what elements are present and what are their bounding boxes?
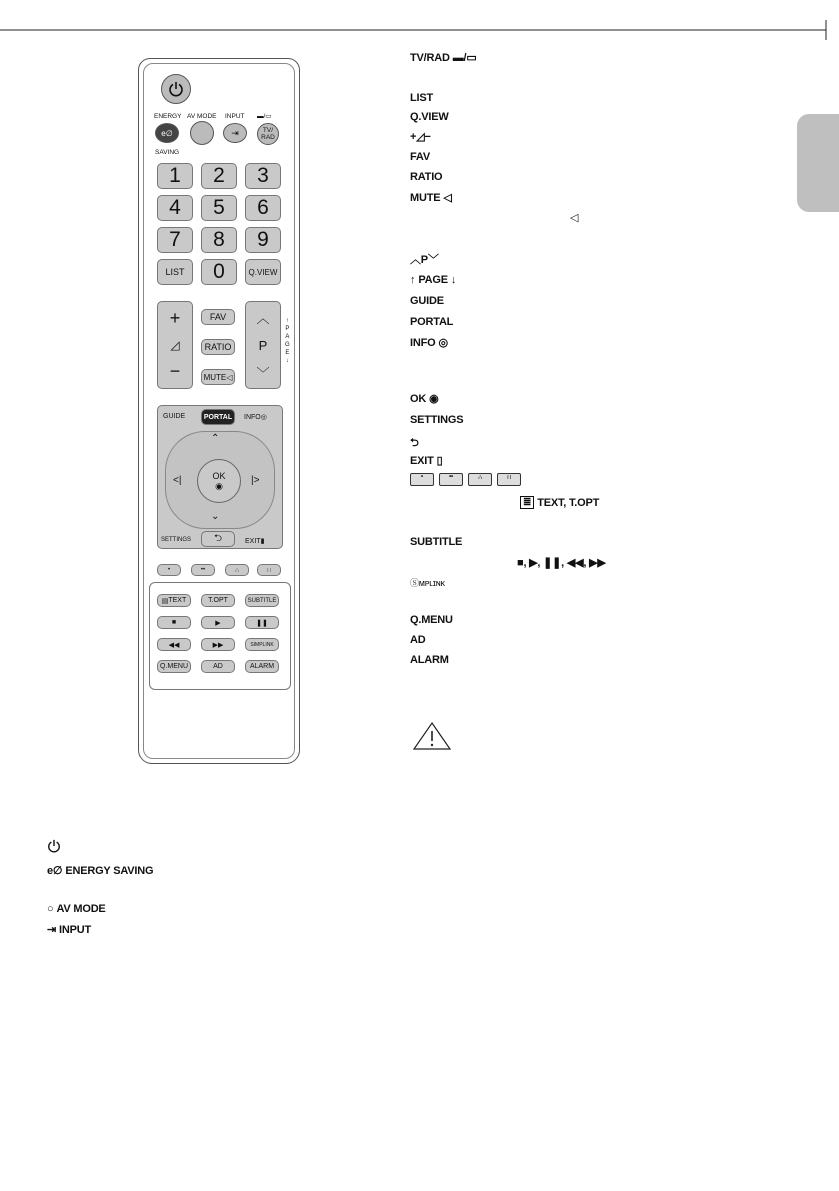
color-key-icon-2: •• bbox=[439, 473, 463, 486]
color-key-icon-3: ∴ bbox=[468, 473, 492, 486]
key-ratio: RATIO bbox=[410, 171, 443, 183]
key-exit: EXIT ▯ bbox=[410, 454, 443, 467]
channel-up-icon: ︿ bbox=[256, 311, 270, 326]
up-arrow-icon[interactable]: ⌃ bbox=[211, 433, 220, 444]
language-tab bbox=[797, 114, 839, 212]
num-1-button[interactable]: 1 bbox=[157, 163, 193, 189]
subtitle-button[interactable]: SUBTITLE bbox=[245, 594, 279, 607]
key-settings: SETTINGS bbox=[410, 414, 464, 426]
right-arrow-icon[interactable]: |> bbox=[251, 475, 260, 486]
mute-icon: ◁ bbox=[443, 192, 452, 204]
ok-button[interactable]: OK ◉ bbox=[197, 459, 241, 503]
topt-button[interactable]: T.OPT bbox=[201, 594, 235, 607]
key-subtitle: SUBTITLE bbox=[410, 536, 463, 548]
volume-up-symbol: + bbox=[169, 308, 181, 328]
key-info: INFO ◎ bbox=[410, 336, 448, 349]
key-tvrad: TV/RAD ▬/▭ bbox=[410, 51, 477, 64]
key-av-mode: ○ AV MODE bbox=[47, 903, 106, 915]
key-qview: Q.VIEW bbox=[410, 111, 449, 123]
key-ad: AD bbox=[410, 634, 426, 646]
settings-button[interactable]: SETTINGS bbox=[161, 537, 192, 543]
color-key-icon-1: • bbox=[410, 473, 434, 486]
key-energy-saving: e∅ ENERGY SAVING bbox=[47, 864, 154, 877]
tv-rad-button[interactable]: TV/ RAD bbox=[257, 123, 279, 145]
back-button[interactable]: ⮌ bbox=[201, 531, 235, 547]
av-mode-icon: ○ bbox=[47, 903, 54, 915]
channel-down-icon: ﹀ bbox=[256, 366, 270, 381]
back-icon: ⮌ bbox=[410, 437, 419, 449]
mute-icon-inline: ◁ bbox=[570, 212, 579, 224]
key-qmenu: Q.MENU bbox=[410, 614, 453, 626]
key-mute: MUTE ◁ bbox=[410, 191, 452, 204]
tvrad-label-icon: ▬/▭ bbox=[257, 113, 272, 120]
page-side-label: ↑ P A G E ↓ bbox=[285, 318, 290, 364]
key-guide: GUIDE bbox=[410, 295, 444, 307]
fastforward-button[interactable]: ▶▶ bbox=[201, 638, 235, 651]
energy-saving-icon: e∅ bbox=[47, 865, 63, 877]
key-power bbox=[47, 839, 61, 853]
text-icon: ≣ bbox=[520, 496, 534, 509]
power-button[interactable] bbox=[161, 74, 191, 104]
volume-down-symbol: − bbox=[169, 361, 181, 381]
num-9-button[interactable]: 9 bbox=[245, 227, 281, 253]
input-icon: ⇥ bbox=[47, 924, 57, 936]
energy-label: ENERGY bbox=[154, 113, 182, 120]
key-input: ⇥ INPUT bbox=[47, 923, 92, 936]
key-list: LIST bbox=[410, 92, 434, 104]
caution-icon bbox=[412, 721, 452, 751]
portal-button[interactable]: PORTAL bbox=[201, 409, 235, 425]
color-key-icon-4: ∷ bbox=[497, 473, 521, 486]
color-button-3[interactable]: ∴ bbox=[225, 564, 249, 576]
num-6-button[interactable]: 6 bbox=[245, 195, 281, 221]
stop-button[interactable]: ■ bbox=[157, 616, 191, 629]
playback-icons: ■, ▶, ❚❚, ◀◀, ▶▶ bbox=[517, 557, 606, 569]
color-button-2[interactable]: •• bbox=[191, 564, 215, 576]
play-button[interactable]: ▶ bbox=[201, 616, 235, 629]
mute-icon: ◁ bbox=[226, 372, 233, 382]
num-2-button[interactable]: 2 bbox=[201, 163, 237, 189]
saving-label: SAVING bbox=[155, 149, 180, 156]
key-alarm: ALARM bbox=[410, 654, 449, 666]
num-3-button[interactable]: 3 bbox=[245, 163, 281, 189]
ad-button[interactable]: AD bbox=[201, 660, 235, 673]
key-ok: OK ◉ bbox=[410, 392, 439, 405]
left-arrow-icon[interactable]: <| bbox=[173, 475, 182, 486]
key-simplink bbox=[410, 576, 445, 589]
key-program bbox=[410, 251, 439, 267]
key-playback-icons bbox=[517, 556, 606, 569]
simplink-logo-icon: Ⓢᴍᴘʟɪɴᴋ bbox=[410, 578, 445, 588]
down-arrow-icon[interactable]: ⌄ bbox=[211, 511, 220, 522]
num-0-button[interactable]: 0 bbox=[201, 259, 237, 285]
qview-button[interactable]: Q.VIEW bbox=[245, 259, 281, 285]
key-page: ↑ PAGE ↓ bbox=[410, 274, 457, 286]
num-5-button[interactable]: 5 bbox=[201, 195, 237, 221]
guide-button[interactable]: GUIDE bbox=[163, 413, 186, 420]
volume-rocker[interactable] bbox=[157, 301, 193, 389]
volume-icon: +◿− bbox=[410, 131, 431, 143]
alarm-button[interactable]: ALARM bbox=[245, 660, 279, 673]
list-button[interactable]: LIST bbox=[157, 259, 193, 285]
remote-control-illustration bbox=[138, 58, 300, 764]
key-back bbox=[410, 434, 419, 453]
pause-button[interactable]: ❚❚ bbox=[245, 616, 279, 629]
volume-icon: ◿ bbox=[170, 338, 180, 352]
key-fav: FAV bbox=[410, 151, 430, 163]
top-rule bbox=[0, 20, 839, 40]
fav-button[interactable]: FAV bbox=[201, 309, 235, 325]
num-8-button[interactable]: 8 bbox=[201, 227, 237, 253]
info-icon: ◎ bbox=[438, 337, 448, 349]
ok-dot-icon: ◉ bbox=[215, 480, 223, 491]
color-button-4[interactable]: ∷ bbox=[257, 564, 281, 576]
ok-icon: ◉ bbox=[429, 393, 439, 405]
color-button-1[interactable]: • bbox=[157, 564, 181, 576]
input-label: INPUT bbox=[225, 113, 245, 120]
qmenu-button[interactable]: Q.MENU bbox=[157, 660, 191, 673]
input-button[interactable]: ⇥ bbox=[223, 123, 247, 143]
avmode-label: AV MODE bbox=[187, 113, 217, 120]
key-text-topt: ≣ TEXT, T.OPT bbox=[520, 496, 599, 509]
exit-icon: ▯ bbox=[436, 455, 443, 467]
mute-button[interactable] bbox=[201, 369, 235, 385]
key-color-buttons bbox=[410, 473, 521, 486]
av-mode-button[interactable] bbox=[190, 121, 214, 145]
rewind-button[interactable]: ◀◀ bbox=[157, 638, 191, 651]
energy-saving-button[interactable]: e∅ bbox=[155, 123, 179, 143]
num-7-button[interactable]: 7 bbox=[157, 227, 193, 253]
num-4-button[interactable]: 4 bbox=[157, 195, 193, 221]
program-label: P bbox=[258, 337, 268, 353]
program-rocker[interactable] bbox=[245, 301, 281, 389]
key-volume bbox=[410, 130, 431, 143]
info-button[interactable]: INFO◎ bbox=[244, 414, 267, 421]
mute-label: MUTE bbox=[203, 372, 227, 382]
channel-icon: ︿P﹀ bbox=[410, 254, 439, 266]
ratio-button[interactable]: RATIO bbox=[201, 339, 235, 355]
text-button[interactable]: ▤ TEXT bbox=[157, 594, 191, 607]
simplink-button[interactable]: SIMPLINK bbox=[245, 638, 279, 651]
tv-radio-icon: ▬/▭ bbox=[452, 52, 477, 64]
exit-button[interactable]: EXIT▮ bbox=[245, 538, 265, 545]
key-portal: PORTAL bbox=[410, 316, 454, 328]
power-icon bbox=[47, 839, 61, 853]
